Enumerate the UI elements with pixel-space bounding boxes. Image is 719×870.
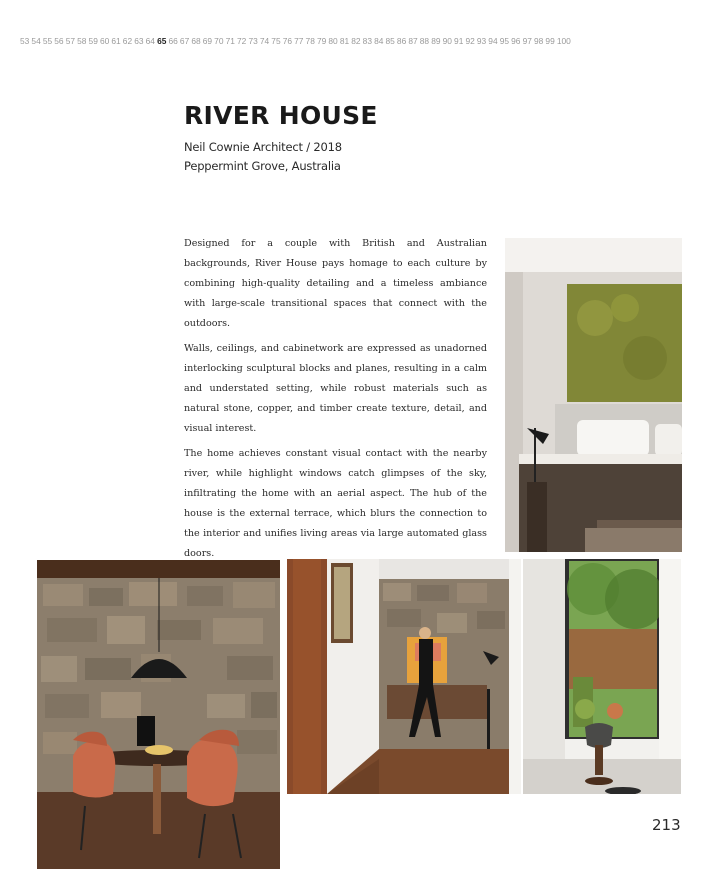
page-index-number[interactable]: 65: [157, 36, 167, 46]
architect-line: Neil Cownie Architect / 2018: [184, 140, 342, 154]
page-index-number[interactable]: 78: [305, 36, 315, 46]
paragraph-3: The home achieves constant visual contact with the nearby river, while highlight windows catch glimpses of the sky, infiltrating the home with an aerial aspect. The hub of the house is the external terrace, which blurs the connection to the interior and unifies living areas via large automated glass doors.: [184, 448, 487, 559]
page-index-number[interactable]: 95: [499, 36, 510, 46]
page-index-number[interactable]: 100: [556, 36, 571, 46]
page-index-number[interactable]: 54: [31, 36, 41, 46]
page-index-number[interactable]: 55: [42, 36, 53, 46]
page-index-number[interactable]: 71: [225, 36, 235, 46]
page-index-number[interactable]: 77: [294, 36, 304, 46]
page-index-number[interactable]: 66: [168, 36, 178, 46]
page-index-number[interactable]: 93: [476, 36, 487, 46]
page-index-number[interactable]: 69: [202, 36, 213, 46]
page-index-number[interactable]: 98: [533, 36, 544, 46]
page-index-number[interactable]: 68: [191, 36, 201, 46]
page-index-number[interactable]: 86: [396, 36, 407, 46]
page-index-number[interactable]: 89: [431, 36, 441, 46]
page-index-number[interactable]: 64: [145, 36, 155, 46]
page-index-number[interactable]: 81: [339, 36, 350, 46]
page-index-strip: [20, 36, 700, 46]
location-line: Peppermint Grove, Australia: [184, 159, 341, 173]
page-index-number[interactable]: 82: [351, 36, 361, 46]
page-index-number[interactable]: 73: [248, 36, 258, 46]
page-index-number[interactable]: 88: [419, 36, 430, 46]
page-index-number[interactable]: 84: [374, 36, 384, 46]
page-index-number[interactable]: 62: [122, 36, 133, 46]
corner-window-photo: [523, 559, 681, 794]
body-text: [184, 234, 487, 569]
page-index-number[interactable]: 83: [362, 36, 372, 46]
page-index-number[interactable]: 60: [99, 36, 110, 46]
page-index-number[interactable]: 57: [65, 36, 76, 46]
dining-photo: [37, 560, 280, 869]
page-index-number[interactable]: 61: [111, 36, 121, 46]
page-index-number[interactable]: 79: [316, 36, 327, 46]
page-index-number[interactable]: 67: [179, 36, 190, 46]
page-index-number[interactable]: 56: [54, 36, 64, 46]
page-index-number[interactable]: 70: [214, 36, 224, 46]
page-title: RIVER HOUSE: [184, 101, 378, 130]
paragraph-1: Designed for a couple with British and Australian backgrounds, River House pays homage to each culture by combining high-quality detailing and a timeless ambiance with large-scale transitional spaces that connect with the outdoors.: [184, 238, 487, 329]
page-index-number[interactable]: 75: [271, 36, 281, 46]
page-index-number[interactable]: 76: [282, 36, 293, 46]
page-index-number[interactable]: 80: [328, 36, 338, 46]
page-index-number[interactable]: 58: [77, 36, 87, 46]
page-index-number[interactable]: 97: [522, 36, 532, 46]
page-index-number[interactable]: 87: [408, 36, 418, 46]
page-index-number[interactable]: 59: [88, 36, 98, 46]
page-index-number[interactable]: 94: [488, 36, 498, 46]
page-index-number[interactable]: 99: [545, 36, 555, 46]
page-number: 213: [652, 816, 681, 834]
page-index-number[interactable]: 53: [20, 36, 30, 46]
page-index-number[interactable]: 74: [259, 36, 270, 46]
page-index-number[interactable]: 92: [465, 36, 475, 46]
page-index-number[interactable]: 63: [134, 36, 144, 46]
page-index-number[interactable]: 90: [442, 36, 452, 46]
page-index-number[interactable]: 85: [385, 36, 395, 46]
hallway-photo: [287, 559, 521, 794]
page-index-number[interactable]: 96: [511, 36, 521, 46]
page-index-number[interactable]: 72: [237, 36, 247, 46]
page-index-number[interactable]: 91: [454, 36, 464, 46]
bedroom-photo: [505, 238, 682, 552]
paragraph-2: Walls, ceilings, and cabinetwork are expressed as unadorned interlocking sculptural blocks and planes, resulting in a calm and understated setting, while robust materials such as natural stone, copper, and timber create texture, detail, and visual interest.: [184, 343, 487, 434]
